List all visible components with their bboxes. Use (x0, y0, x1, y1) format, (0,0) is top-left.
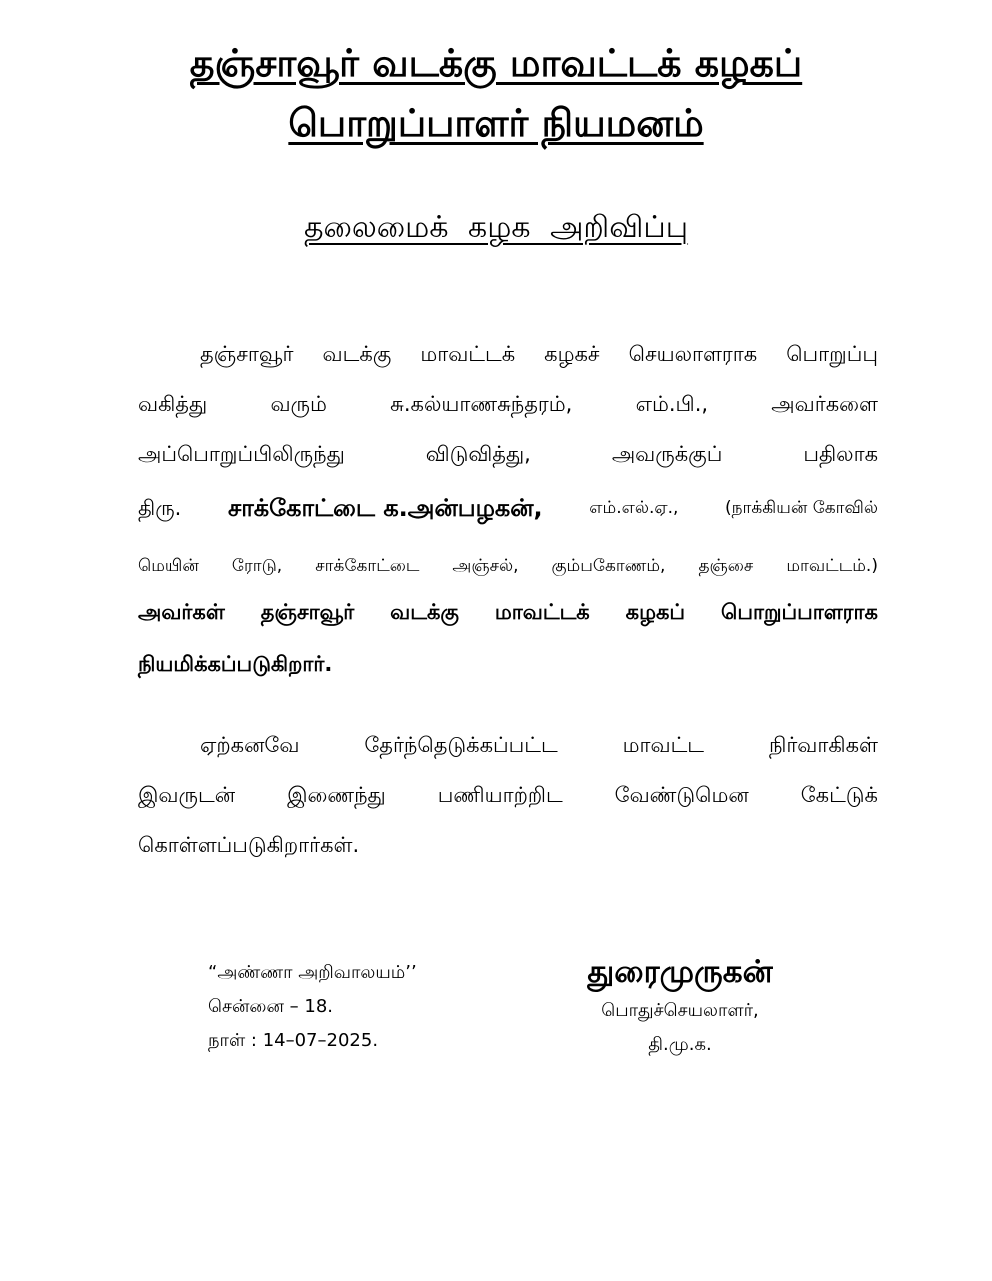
heading-line-2: பொறுப்பாளர் நியமனம் (288, 101, 704, 145)
word: சாக்கோட்டை (315, 556, 420, 576)
appointee-title: எம்.எல்.ஏ., (589, 498, 679, 518)
word: பொறுப்பு (786, 342, 878, 366)
signatory-name: துரைமுருகன் (587, 954, 773, 990)
para1-line-7: நியமிக்கப்படுகிறார். (138, 652, 333, 676)
word: தஞ்சாவூர் (200, 342, 294, 366)
address-start: (நாக்கியன் கோவில் (725, 498, 878, 518)
word: மாவட்டக் (494, 600, 590, 624)
para2-line-1 (200, 728, 878, 762)
word: வரும் (270, 392, 327, 416)
word: தஞ்சை (698, 556, 754, 576)
footer-city: சென்னை – 18. (208, 996, 333, 1017)
word: கேட்டுக் (800, 783, 878, 807)
word: தேர்ந்தெடுக்கப்பட்ட (364, 733, 558, 757)
word: விடுவித்து, (425, 442, 531, 466)
word: பதிலாக (803, 442, 878, 466)
word: தஞ்சாவூர் (260, 600, 355, 624)
word: அஞ்சல், (452, 556, 519, 576)
word: செயலாளராக (628, 342, 758, 366)
footer-date: நாள் : 14–07–2025. (208, 1030, 379, 1051)
para1-line-3 (138, 437, 878, 471)
para1-line-2 (138, 387, 878, 421)
word: பொறுப்பாளராக (721, 600, 878, 624)
word: ரோடு, (231, 556, 283, 576)
para1-line-4 (138, 491, 878, 525)
word: கழகச் (544, 342, 600, 366)
word: மாவட்டக் (420, 342, 516, 366)
honorific: திரு. (138, 496, 182, 520)
para1-line-5 (138, 549, 878, 583)
party-name: தி.மு.க. (648, 1034, 712, 1055)
word: இவருடன் (138, 783, 236, 807)
announcement-subtitle: தலைமைக் கழக அறிவிப்பு (303, 210, 689, 245)
signatory-designation: பொதுச்செயலாளர், (601, 1000, 759, 1021)
para1-line-6 (138, 595, 878, 629)
word: அவர்கள் (138, 600, 225, 624)
word: ஏற்கனவே (200, 733, 300, 757)
word: வடக்கு (390, 600, 459, 624)
word: கழகப் (625, 600, 686, 624)
footer-place-date (208, 956, 417, 1058)
para2-line-2 (138, 778, 878, 812)
word: அவர்களை (771, 392, 878, 416)
word: கும்பகோணம், (551, 556, 666, 576)
word: மெயின் (138, 556, 199, 576)
word: வகித்து (138, 392, 208, 416)
word: சு.கல்யாணசுந்தரம், (390, 392, 573, 416)
word: வடக்கு (322, 342, 392, 366)
word: பணியாற்றிட (437, 783, 563, 807)
word: நிர்வாகிகள் (768, 733, 878, 757)
para1-line-1 (200, 337, 878, 371)
word: இணைந்து (287, 783, 386, 807)
word: அவருக்குப் (611, 442, 723, 466)
para2-line-3: கொள்ளப்படுகிறார்கள். (138, 833, 360, 857)
word: வேண்டுமென (614, 783, 749, 807)
footer-place: “அண்ணா அறிவாலயம்’’ (208, 962, 417, 983)
word: எம்.பி., (635, 392, 709, 416)
word: மாவட்டம்.) (786, 556, 878, 576)
heading-line-1: தஞ்சாவூர் வடக்கு மாவட்டக் கழகப் (189, 41, 803, 85)
appointee-name: சாக்கோட்டை க.அன்பழகன், (227, 494, 543, 522)
word: அப்பொறுப்பிலிருந்து (138, 442, 345, 466)
word: மாவட்ட (622, 733, 705, 757)
signature-block (560, 950, 800, 1062)
